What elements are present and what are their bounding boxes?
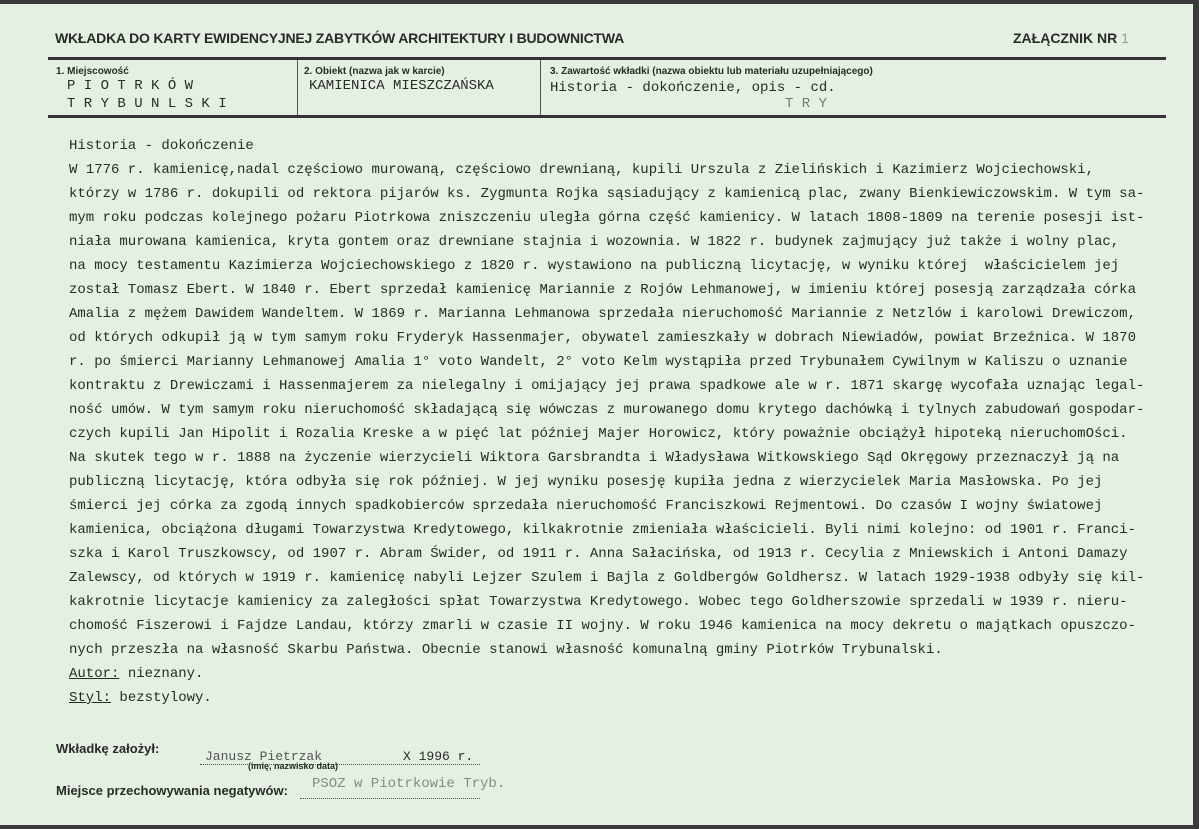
annex-value: 1 [1121, 30, 1129, 46]
text-line: mym roku podczas kolejnego pożaru Piotrkowa zniszczeniu uległa górna część kamienicy. W latach 1808-1809 na terenie posesji ist- [69, 210, 1145, 226]
history-text [69, 134, 1144, 710]
text-line: ność umów. W tym samym roku nieruchomość składającą się wówczas z murowanego domu krytego dachówką i tylnych zabudowań gospodar- [69, 402, 1145, 418]
divider [48, 115, 1166, 118]
text-line: W 1776 r. kamienicę,nadal częściowo murowaną, częściowo drewnianą, kupili Urszula z Zielińskich i Kazimierz Wojciechowski, [69, 162, 1094, 178]
author-label: Autor: [69, 666, 120, 682]
author-line [69, 662, 1144, 686]
divider [297, 60, 298, 117]
text-line: Na skutek tego w r. 1888 na życzenie wierzycieli Wiktora Garsbrandta i Władysława Witkowskiego Sąd Okręgowy przeznaczył ją na [69, 450, 1120, 466]
content-value: Historia - dokończenie, opis - cd. [550, 80, 836, 96]
object-label: 2. Obiekt (nazwa jak w karcie) [304, 66, 445, 77]
divider [48, 57, 1166, 60]
text-line: Amalia z mężem Dawidem Wandeltem. W 1869 r. Marianna Lehmanowa sprzedała nieruchomość Mariannie z Netzlów i karolowi Drewiczom, [69, 306, 1136, 322]
text-line: r. po śmierci Marianny Lehmanowej Amalia 1° voto Wandelt, 2° voto Kelm wystąpiła przed Trybunałem Cywilnym w Kaliszu o uznanie [69, 354, 1128, 370]
text-line: Zalewscy, od których w 1919 r. kamienicę nabyli Lejzer Szulem i Bajla z Goldbergów Goldhersz. W latach 1929-1938 odbyły się kil- [69, 570, 1145, 586]
created-by-hint: (imię, nazwisko data) [248, 761, 339, 771]
negatives-label: Miejsce przechowywania negatywów: [56, 783, 288, 798]
annex-label: ZAŁĄCZNIK NR [1013, 30, 1118, 46]
created-by-field [200, 749, 480, 765]
text-line: którzy w 1786 r. dokupili od rektora pijarów ks. Zygmunta Rojka sąsiadujący z kamienicą plac, zwany Bienkiewiczowskim. W tym sa- [69, 186, 1145, 202]
text-line: został Tomasz Ebert. W 1840 r. Ebert sprzedał kamienicę Mariannie z Rojów Lehmanowej, w imieniu której posesją zarządzała córka [69, 282, 1136, 298]
text-line: czych kupili Jan Hipolit i Rozalia Kreske a w pięć lat później Majer Horowicz, który poważnie obciążył hipoteką nieruchomOści. [69, 426, 1128, 442]
text-line: szka i Karol Truszkowscy, od 1907 r. Abram Świder, od 1911 r. Anna Sałacińska, od 1913 r. Cecylia z Mniewskich i Antoni Damazy [69, 546, 1128, 562]
divider [540, 60, 541, 117]
content-label: 3. Zawartość wkładki (nazwa obiektu lub materiału uzupełniającego) [550, 66, 873, 77]
text-line: śmierci jej córka za zgodą innych spadkobierców sprzedała nieruchomość Franciszkowi Rejmentowi. Do czasów I wojny światowej [69, 498, 1103, 514]
place-value-2: T R Y B U N L S K I [67, 96, 227, 112]
style-label: Styl: [69, 690, 112, 706]
style-line [69, 686, 1144, 710]
date-value: X 1996 r. [403, 749, 474, 764]
record-card-insert [0, 4, 1193, 825]
text-line: na mocy testamentu Kazimierza Wojciechowskiego z 1820 r. wystawiono na publiczną licytację, w wyniku której właścicielem jej [69, 258, 1120, 274]
text-line: kakrotnie licytacje kamienicy za zaległości spłat Towarzystwa Kredytowego. Wobec tego Goldherszowie sprzedali w 1939 r. nieru- [69, 594, 1128, 610]
content-extra: T R Y [785, 96, 828, 112]
negatives-underline [300, 798, 480, 799]
text-line: kontraktu z Drewiczami i Hassenmajerem za nielegalny i omijający jej prawa spadkowe ale w r. 1871 skargę wycofała uznając legal- [69, 378, 1145, 394]
document-title: WKŁADKA DO KARTY EWIDENCYJNEJ ZABYTKÓW ARCHITEKTURY I BUDOWNICTWA [55, 30, 625, 46]
created-by-value: Janusz Pietrzak [205, 749, 323, 764]
place-value: P I O T R K Ó W [67, 78, 194, 94]
text-line: Historia - dokończenie [69, 138, 254, 154]
text-line: publiczną licytację, która odbyła się rok później. W jej wyniku posesję kupiła jedna z wierzycielek Maria Masłowska. Po jej [69, 474, 1103, 490]
text-line: chomość Fiszerowi i Fajdze Landau, którzy zmarli w czasie II wojny. W roku 1946 kamienica na mocy dekretu o majątkach opuszczo- [69, 618, 1136, 634]
text-line: niała murowana kamienica, kryta gontem oraz drewniane stajnia i wozownia. W 1822 r. budynek zajmujący już także i wolny plac, [69, 234, 1120, 250]
text-line: kamienica, obciążona długami Towarzystwa Kredytowego, kilkakrotnie zmieniała właścicieli. Byli nimi kolejno: od 1901 r. Franci- [69, 522, 1136, 538]
text-line: od których odkupił ją w tym samym roku Fryderyk Hassenmajer, obywatel zamieszkały w dobrach Niewiadów, powiat Brzeźnica. W 1870 [69, 330, 1136, 346]
place-label: 1. Miejscowość [56, 66, 129, 77]
object-value: KAMIENICA MIESZCZAŃSKA [309, 78, 494, 94]
annex-number [1013, 30, 1129, 46]
negatives-value: PSOZ w Piotrkowie Tryb. [312, 776, 506, 792]
text-line: nych przeszła na własność Skarbu Państwa. Obecnie stanowi własność komunalną gminy Piotrków Trybunalski. [69, 642, 943, 658]
author-value: nieznany. [119, 666, 204, 682]
style-value: bezstylowy. [111, 690, 212, 706]
created-by-label: Wkładkę założył: [56, 741, 160, 756]
